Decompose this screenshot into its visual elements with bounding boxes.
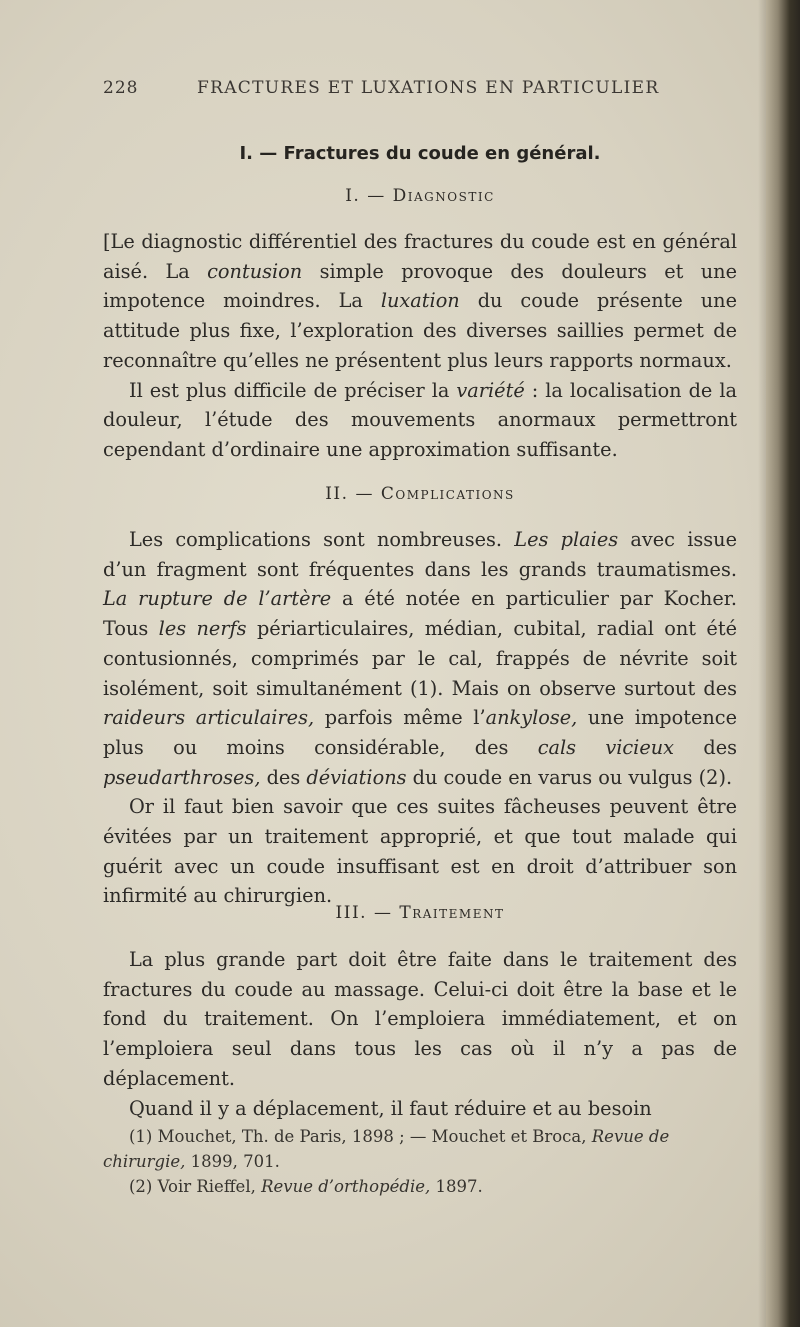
text-run: des <box>260 765 307 789</box>
text-run: du coude présente une attitude plus fixe, l’exploration des diverses saillies permet de reconnaître qu’elles ne présentent plus leurs rapports normaux. <box>103 289 737 372</box>
page-number: 228 <box>103 78 139 98</box>
text-run: Les complications sont nombreuses. <box>129 528 515 551</box>
text-run: 1899, 701. <box>185 1152 280 1171</box>
italic-run: luxation <box>380 289 460 313</box>
paragraph <box>103 1094 737 1124</box>
text-run: parfois même l’ <box>314 706 486 730</box>
section-complications-body <box>103 525 737 911</box>
text-run: (1) Mouchet, Th. de Paris, 1898 ; — Mouchet et Broca, <box>129 1127 592 1146</box>
italic-run: Les plaies <box>514 528 619 551</box>
paragraph <box>103 227 737 376</box>
text-run: périarticulaires, médian, cubital, radial ont été contusionnés, comprimés par le cal, frappés de névrite soit isolément, soit simultanément (1). Mais on observe surtout des <box>103 617 737 700</box>
section-title: I. — Fractures du coude en général. <box>239 143 601 164</box>
section-diagnostic-body <box>103 227 737 465</box>
italic-run: Revue de chirurgie, <box>103 1127 670 1171</box>
text-run: La plus grande part doit être faite dans le traitement des fractures du coude au massage. Celui-ci doit être la base et le fond du traitement. On l’emploiera immédiatement, et on l’emploiera seul dans tous les cas où il n’y a pas de déplacement. <box>103 948 737 1090</box>
text-run: (2) Voir Rieffel, <box>129 1177 262 1196</box>
italic-run: variété <box>456 378 525 402</box>
footnote <box>103 1124 737 1174</box>
text-run: des <box>674 735 737 759</box>
italic-run: ankylose, <box>485 706 578 730</box>
italic-run: Revue d’orthopédie, <box>261 1177 431 1196</box>
text-run: simple provoque des douleurs et une impotence moindres. La <box>103 259 737 313</box>
text-run: a été notée en particulier par Kocher. Tous <box>103 587 737 641</box>
footnotes <box>103 1124 737 1199</box>
subheading-text: I. — Diagnostic <box>345 186 495 206</box>
text-run: [Le diagnostic différentiel des fractures du coude est en général aisé. La <box>103 230 737 283</box>
text-run: Or il faut bien savoir que ces suites fâcheuses peuvent être évitées par un traitement approprié, et que tout malade qui guérit avec un coude insuffisant est en droit d’attribuer son infirmité au chirurgien. <box>103 795 737 908</box>
section-traitement-body <box>103 945 737 1123</box>
italic-run: les nerfs <box>158 617 247 641</box>
page-shadow <box>758 0 766 1327</box>
text-run: : la localisation de la douleur, l’étude des mouvements anormaux permettront cependant d’ordinaire une approximation suffisante. <box>103 378 737 461</box>
text-run: du coude en varus ou vulgus (2). <box>406 765 733 789</box>
italic-run: cals vicieux <box>537 735 675 759</box>
text-run: avec issue d’un fragment sont fréquentes dans les grands traumatismes. <box>103 528 738 581</box>
footnote <box>103 1174 737 1199</box>
subheading-text: II. — Complications <box>325 484 515 504</box>
text-run: Il est plus difficile de préciser la <box>129 378 457 402</box>
subheading-traitement <box>103 903 737 923</box>
subheading-diagnostic <box>103 186 737 206</box>
subheading-text: III. — Traitement <box>335 903 505 923</box>
paragraph <box>103 376 737 465</box>
paragraph <box>103 525 737 792</box>
subheading-complications <box>103 484 737 504</box>
text-run: 1897. <box>430 1177 483 1196</box>
italic-run: contusion <box>207 259 303 283</box>
text-run: Quand il y a déplacement, il faut réduire et au besoin <box>129 1096 652 1120</box>
italic-run: raideurs articulaires, <box>103 706 315 730</box>
book-spine-edge <box>766 0 800 1327</box>
italic-run: La rupture de l’artère <box>103 587 332 611</box>
text-run: une impotence plus ou moins considérable, des <box>103 706 737 759</box>
paragraph <box>103 792 737 911</box>
running-header <box>103 78 737 102</box>
running-title: FRACTURES ET LUXATIONS EN PARTICULIER <box>197 78 660 98</box>
italic-run: pseudarthroses, <box>103 765 261 789</box>
paragraph <box>103 945 737 1094</box>
italic-run: déviations <box>306 765 407 789</box>
